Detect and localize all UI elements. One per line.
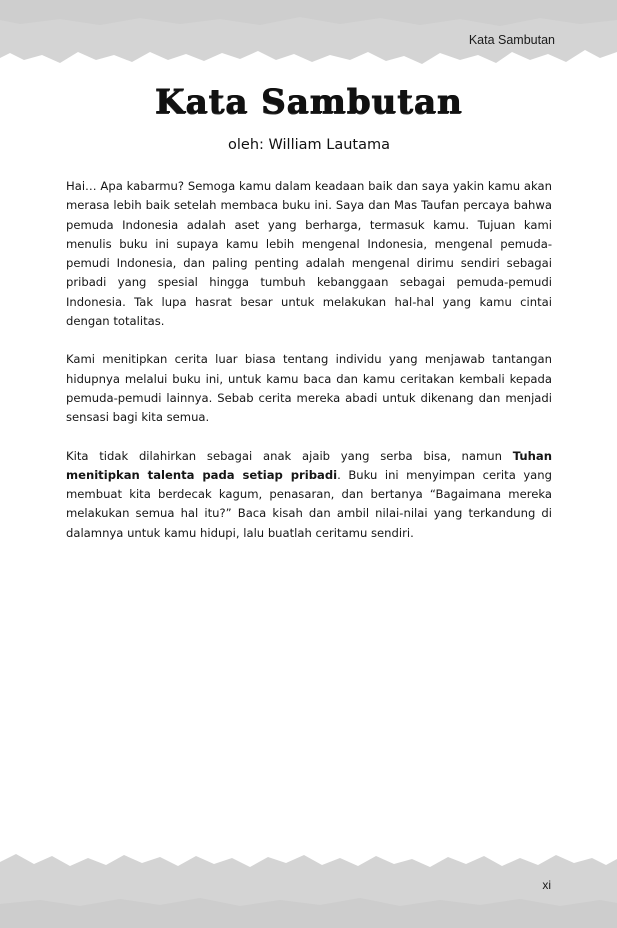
paragraph-1: Hai… Apa kabarmu? Semoga kamu dalam keadaan baik dan saya yakin kamu akan merasa lebih baik setelah membaca buku ini. Saya dan Mas Taufan percaya bahwa pemuda Indonesia adalah aset yang berharga, termasuk kamu. Tujuan kami menulis buku ini supaya kamu lebih mengenal Indonesia, mengenal pemuda-pemudi Indonesia, dan paling penting adalah mengenal dirimu sendiri sebagai pribadi yang spesial hingga tumbuh kebanggaan sebagai pemuda-pemudi Indonesia. Tak lupa hasrat besar untuk melakukan hal-hal yang kamu cintai dengan totalitas. (66, 179, 552, 329)
paragraph-2: Kami menitipkan cerita luar biasa tentang individu yang menjawab tantangan hidupnya melalui buku ini, untuk kamu baca dan kamu ceritakan kembali kepada pemuda-pemudi lainnya. Sebab cerita mereka abadi untuk dikenang dan menjadi sensasi bagi kita semua. (66, 352, 552, 425)
running-header: Kata Sambutan (468, 33, 555, 47)
torn-paper-bottom-band (0, 848, 617, 928)
author-byline: oleh: William Lautama (228, 137, 390, 153)
paragraph-3-end: . Buku ini menyimpan cerita yang membuat kita berdecak kagum, penasaran, dan bertanya “Bagaimana mereka melakukan semua hal itu?” Baca kisah dan ambil nilai-nilai yang terkandung di dalamnya untuk kamu hidupi, lalu buatlah ceritamu sendiri. (66, 467, 552, 540)
paragraph-3-start: Kita tidak dilahirkan sebagai anak ajaib yang serba bisa, namun (66, 448, 513, 463)
body-text (66, 177, 552, 562)
page-number: xi (542, 878, 551, 892)
page-title: Kata Sambutan (154, 82, 463, 122)
paragraph-3-emphasis: Tuhan menitipkan talenta pada setiap pribadi (66, 448, 552, 482)
paragraph-3 (66, 447, 552, 543)
